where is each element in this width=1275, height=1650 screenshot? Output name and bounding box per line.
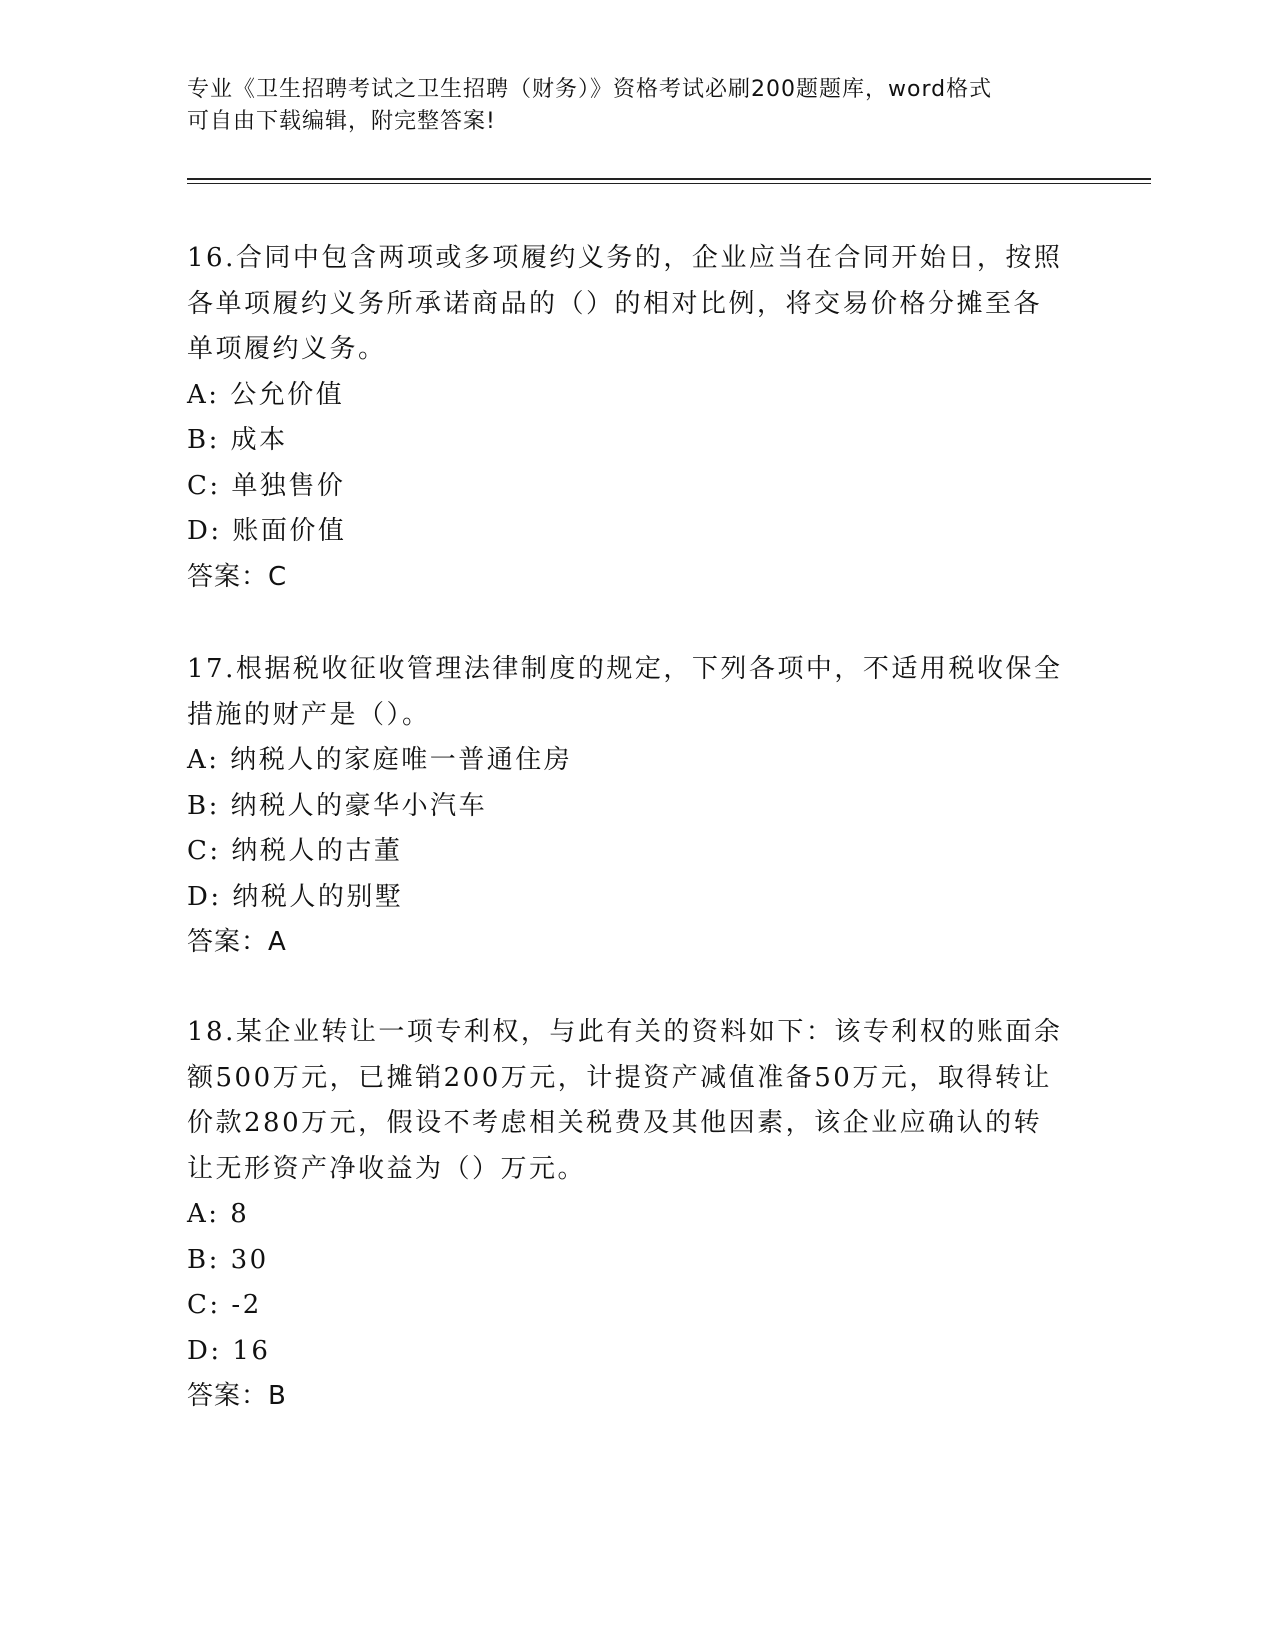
question-stem-line: 17.根据税收征收管理法律制度的规定，下列各项中，不适用税收保全 [187, 654, 1063, 684]
option-d: D: 纳税人的别墅 [187, 881, 404, 912]
question-stem-line: 措施的财产是（）。 [187, 699, 431, 730]
option-b: B: 成本 [187, 425, 288, 455]
question-stem-line: 各单项履约义务所承诺商品的（）的相对比例，将交易价格分摊至各 [187, 288, 1043, 319]
answer-text: 答案：A [187, 927, 287, 957]
option-b: B: 30 [187, 1244, 269, 1275]
option-b: B: 纳税人的豪华小汽车 [187, 790, 488, 821]
header-divider-top [187, 178, 1151, 180]
option-c: C: 纳税人的古董 [187, 836, 403, 866]
question-17 [187, 647, 1087, 966]
answer-text: 答案：C [187, 561, 288, 592]
question-stem-line: 价款280万元，假设不考虑相关税费及其他因素，该企业应确认的转 [187, 1108, 1043, 1138]
question-16 [187, 236, 1087, 600]
question-stem-line: 单项履约义务。 [187, 334, 387, 364]
answer-text: 答案：B [187, 1381, 287, 1411]
option-a: A: 公允价值 [187, 379, 345, 410]
header-divider-bottom [187, 183, 1151, 184]
document-header [187, 74, 1067, 138]
question-stem-line: 让无形资产净收益为（）万元。 [187, 1153, 587, 1184]
header-line-2: 可自由下载编辑，附完整答案! [187, 109, 496, 134]
header-line-1: 专业《卫生招聘考试之卫生招聘（财务）》资格考试必刷200题题库，word格式 [187, 77, 993, 102]
option-d: D: 账面价值 [187, 516, 347, 546]
question-stem-line: 额500万元，已摊销200万元，计提资产减值准备50万元，取得转让 [187, 1062, 1052, 1093]
option-a: A: 纳税人的家庭唯一普通住房 [187, 745, 573, 775]
question-stem-line: 18.某企业转让一项专利权，与此有关的资料如下：该专利权的账面余 [187, 1017, 1063, 1047]
option-c: C: -2 [187, 1290, 262, 1320]
option-a: A: 8 [187, 1199, 250, 1229]
question-18 [187, 1010, 1087, 1420]
option-d: D: 16 [187, 1335, 271, 1366]
question-stem-line: 16.合同中包含两项或多项履约义务的，企业应当在合同开始日，按照 [187, 243, 1063, 273]
option-c: C: 单独售价 [187, 470, 346, 501]
